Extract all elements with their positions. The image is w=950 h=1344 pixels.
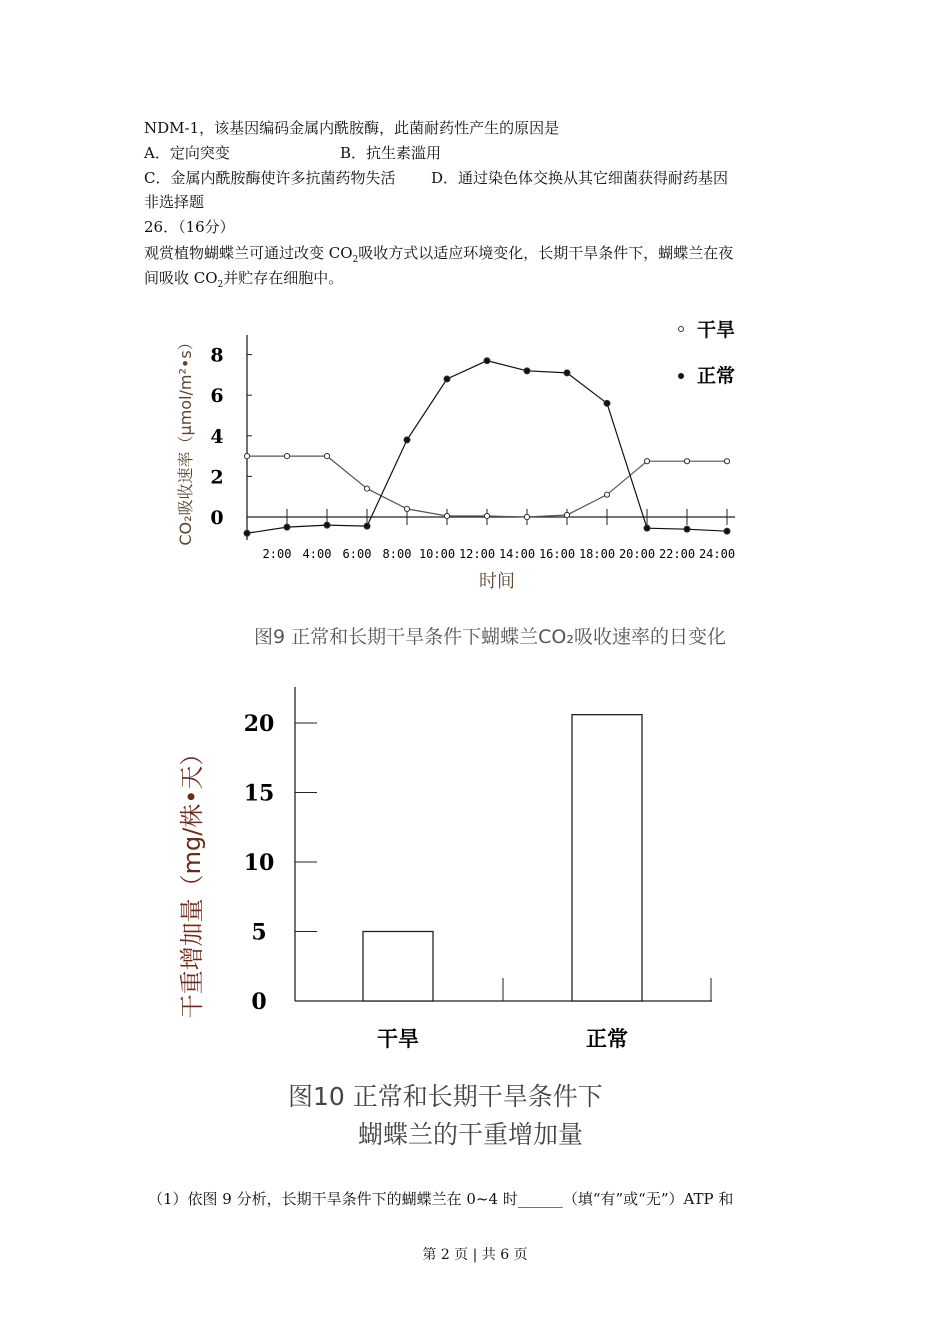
x-tick-label: 20:00 (618, 547, 656, 561)
x-tick-label: 2:00 (262, 547, 292, 561)
text-line: NDM-1，该基因编码金属内酰胺酶，此菌耐药性产生的原因是 (144, 119, 560, 137)
question-number: 26．（16分） (144, 218, 235, 236)
x-tick-label: 24:00 (698, 547, 736, 561)
section-heading: 非选择题 (144, 193, 205, 211)
y-axis-label: CO₂吸收速率（μmol/m²•s） (176, 334, 195, 546)
y-tick-label: 0 (210, 507, 224, 529)
figure-caption-line-2: 蝴蝶兰的干重增加量 (358, 1120, 584, 1149)
y-tick-label: 4 (210, 425, 224, 448)
subscript: 2 (217, 280, 224, 290)
subscript: 2 (352, 255, 359, 265)
x-tick-label: 22:00 (658, 547, 696, 561)
legend-label-normal: 正常 (697, 365, 736, 387)
option-d: D．通过染色体交换从其它细菌获得耐药基因 (431, 169, 729, 187)
intro-text: 观赏植物蝴蝶兰可通过改变 CO (144, 244, 353, 262)
x-tick-label: 10:00 (418, 547, 456, 561)
y-tick-label: 20 (243, 711, 275, 737)
y-tick-label: 2 (210, 466, 224, 489)
x-tick-label: 8:00 (382, 547, 412, 561)
y-tick-label: 15 (243, 780, 275, 807)
category-label: 干旱 (377, 1027, 419, 1051)
x-axis-label: 时间 (479, 571, 515, 592)
y-axis-label: 干重增加量（mg/株•天） (178, 741, 206, 1019)
y-tick-label: 5 (251, 919, 267, 946)
option-c: C．金属内酰胺酶使许多抗菌药物失活 (144, 169, 396, 187)
y-tick-label: 8 (210, 344, 224, 367)
x-tick-label: 16:00 (538, 547, 576, 561)
figure-caption: 图9 正常和长期干旱条件下蝴蝶兰CO₂吸收速率的日变化 (254, 626, 726, 648)
page-footer: 第 2 页 | 共 6 页 (422, 1247, 528, 1263)
x-tick-label: 12:00 (458, 547, 496, 561)
x-tick-label: 6:00 (342, 547, 372, 561)
option-b: B．抗生素滥用 (340, 144, 442, 162)
category-label: 正常 (586, 1027, 628, 1051)
y-tick-label: 6 (210, 385, 224, 408)
figure-caption-line-1: 图10 正常和长期干旱条件下 (288, 1082, 603, 1111)
legend-label-drought: 干旱 (697, 319, 736, 341)
x-tick-label: 14:00 (498, 547, 536, 561)
intro-text: 并贮存在细胞中。 (223, 269, 344, 287)
y-tick-label: 10 (243, 850, 275, 876)
question-1: （1）依图 9 分析，长期干旱条件下的蝴蝶兰在 0~4 时______（填“有”或“无”）ATP 和 (148, 1190, 734, 1208)
option-a: A．定向突变 (144, 144, 230, 162)
bar-drought (363, 932, 433, 1002)
intro-text: 吸收方式以适应环境变化，长期干旱条件下，蝴蝶兰在夜 (358, 244, 734, 262)
x-tick-label: 18:00 (578, 547, 616, 561)
intro-text: 间吸收 CO (144, 269, 218, 287)
bar-normal (572, 715, 642, 1001)
y-tick-label: 0 (251, 989, 267, 1015)
x-tick-label: 4:00 (302, 547, 332, 561)
